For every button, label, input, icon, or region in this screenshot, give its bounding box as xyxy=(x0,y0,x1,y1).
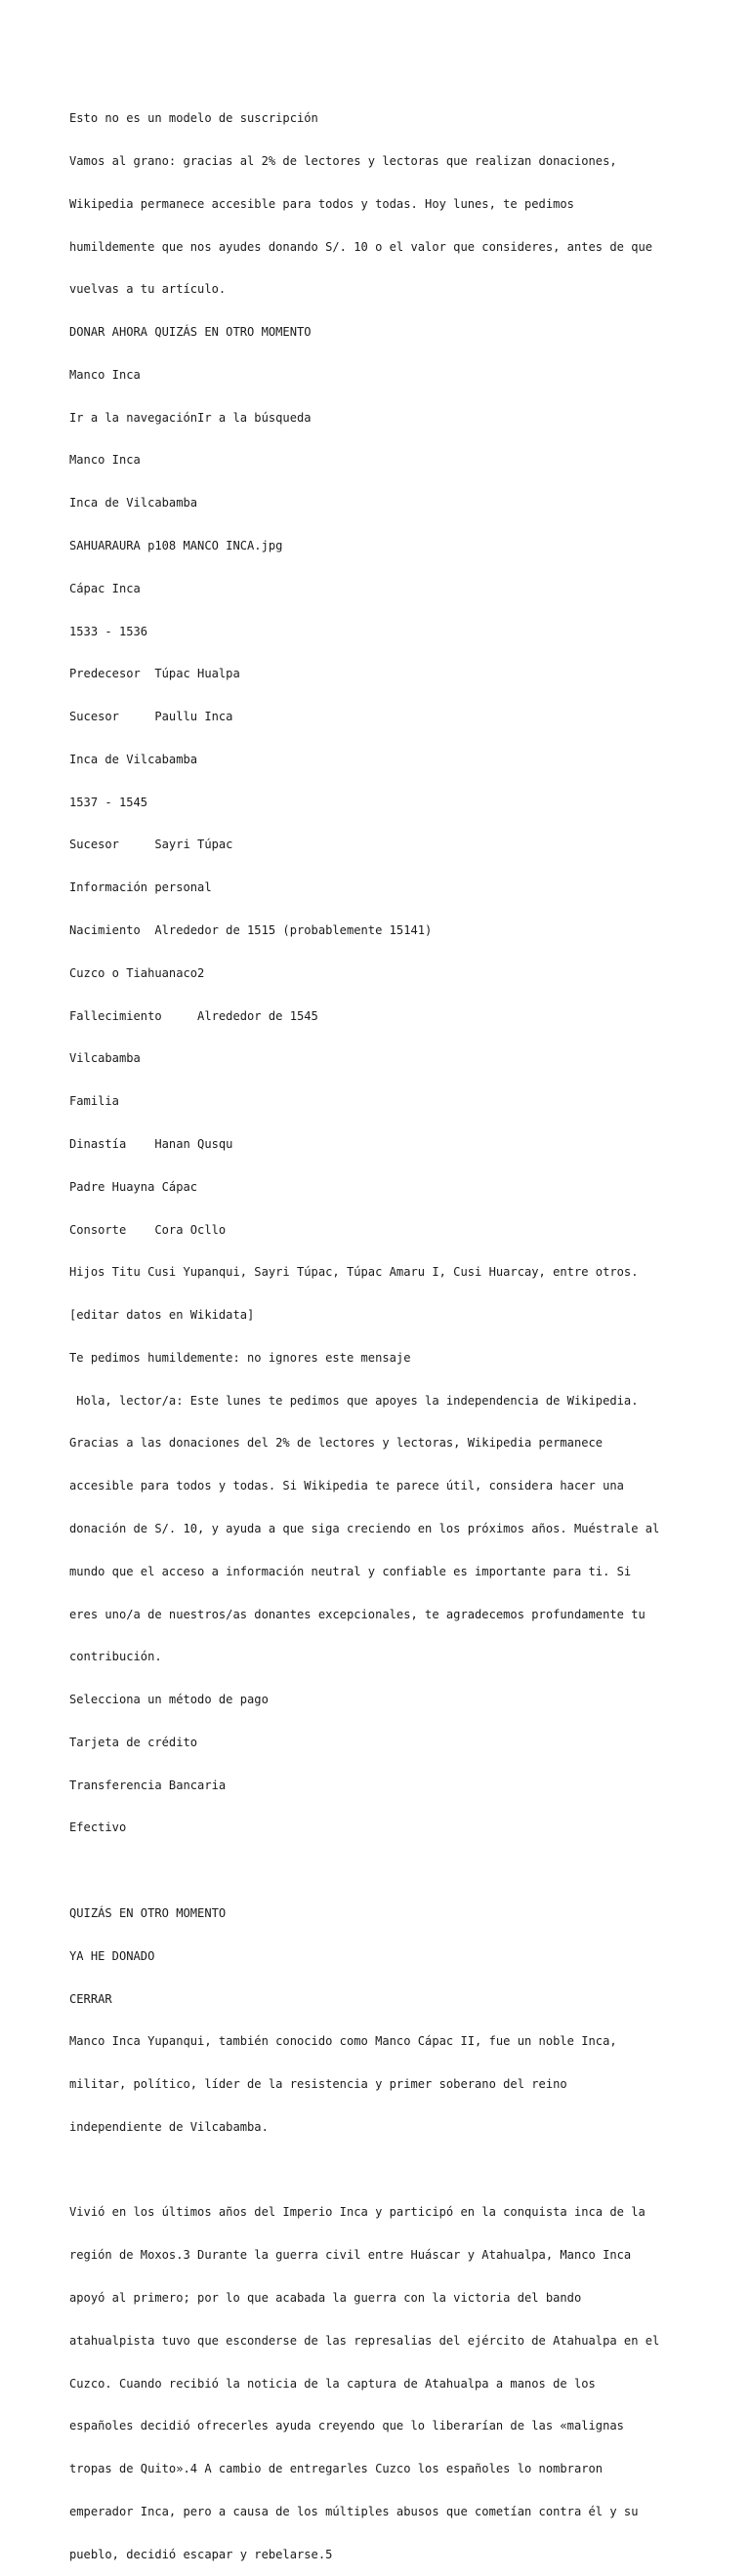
text-line: Sucesor Paullu Inca xyxy=(69,710,233,724)
text-line: Nacimiento Alrededor de 1515 (probablemente 15141) xyxy=(69,923,433,938)
text-line: contribución. xyxy=(69,1650,162,1664)
text-line: Hola, lector/a: Este lunes te pedimos que apoyes la independencia de Wikipedia. xyxy=(69,1393,639,1408)
later-button[interactable]: QUIZÁS EN OTRO MOMENTO xyxy=(69,1906,227,1920)
text-line: Fallecimiento Alrededor de 1545 xyxy=(69,1008,318,1023)
text-line: pueblo, decidió escapar y rebelarse.5 xyxy=(69,2547,333,2561)
text-line: Manco Inca xyxy=(69,453,141,468)
text-line: 1537 - 1545 xyxy=(69,795,148,809)
text-line: Inca de Vilcabamba xyxy=(69,752,198,766)
text-line: Consorte Cora Ocllo xyxy=(69,1222,227,1237)
text-line: atahualpista tuvo que esconderse de las represalias del ejército de Atahualpa en el xyxy=(69,2333,660,2348)
already-donated-button[interactable]: YA HE DONADO xyxy=(69,1948,155,1963)
text-line: Vamos al grano: gracias al 2% de lectores y lectoras que realizan donaciones, xyxy=(69,153,617,168)
text-line: independiente de Vilcabamba. xyxy=(69,2119,269,2134)
payment-option-card[interactable]: Tarjeta de crédito xyxy=(69,1735,198,1749)
text-line: Predecesor Túpac Hualpa xyxy=(69,667,240,681)
blank-line xyxy=(69,2163,733,2178)
text-line: Cuzco o Tiahuanaco2 xyxy=(69,965,205,980)
text-line: Cápac Inca xyxy=(69,581,141,595)
blank-line xyxy=(69,1863,733,1878)
donate-links-line[interactable]: DONAR AHORA QUIZÁS EN OTRO MOMENTO xyxy=(69,325,312,340)
text-line: españoles decidió ofrecerles ayuda creyendo que lo liberarían de las «malignas xyxy=(69,2419,624,2433)
text-line: Vilcabamba xyxy=(69,1051,141,1066)
text-line: Familia xyxy=(69,1094,119,1109)
text-line: vuelvas a tu artículo. xyxy=(69,282,227,297)
text-line: 1533 - 1536 xyxy=(69,624,148,638)
text-line: humildemente que nos ayudes donando S/. 10 o el valor que consideres, antes de que xyxy=(69,239,653,254)
text-line: Gracias a las donaciones del 2% de lectores y lectoras, Wikipedia permanece xyxy=(69,1436,604,1451)
text-line: Manco Inca Yupanqui, también conocido como Manco Cápac II, fue un noble Inca, xyxy=(69,2034,617,2049)
text-line: Esto no es un modelo de suscripción xyxy=(69,111,318,126)
text-line: eres uno/a de nuestros/as donantes excepcionales, te agradecemos profundamente tu xyxy=(69,1607,646,1621)
text-line: accesible para todos y todas. Si Wikipedia te parece útil, considera hacer una xyxy=(69,1479,624,1493)
text-line: Hijos Titu Cusi Yupanqui, Sayri Túpac, Túpac Amaru I, Cusi Huarcay, entre otros. xyxy=(69,1265,639,1280)
text-line: militar, político, líder de la resistencia y primer soberano del reino xyxy=(69,2077,567,2092)
skip-links-line[interactable]: Ir a la navegaciónIr a la búsqueda xyxy=(69,410,312,425)
payment-option-transfer[interactable]: Transferencia Bancaria xyxy=(69,1778,227,1792)
text-line: región de Moxos.3 Durante la guerra civil entre Huáscar y Atahualpa, Manco Inca xyxy=(69,2248,632,2263)
text-line: Te pedimos humildemente: no ignores este mensaje xyxy=(69,1350,411,1365)
image-filename-line[interactable]: SAHUARAURA p108 MANCO INCA.jpg xyxy=(69,539,283,552)
text-line: Vivió en los últimos años del Imperio Inca y participó en la conquista inca de la xyxy=(69,2205,646,2220)
text-line: Wikipedia permanece accesible para todos y todas. Hoy lunes, te pedimos xyxy=(69,196,574,211)
text-line: Selecciona un método de pago xyxy=(69,1693,269,1707)
close-button[interactable]: CERRAR xyxy=(69,1991,112,2006)
text-line: Dinastía Hanan Qusqu xyxy=(69,1136,233,1151)
document-text xyxy=(69,83,733,2576)
text-line: mundo que el acceso a información neutral y confiable es importante para ti. Si xyxy=(69,1564,632,1578)
text-line: donación de S/. 10, y ayuda a que siga creciendo en los próximos años. Muéstrale al xyxy=(69,1521,660,1535)
text-line: Información personal xyxy=(69,880,212,895)
text-line: Cuzco. Cuando recibió la noticia de la captura de Atahualpa a manos de los xyxy=(69,2376,596,2391)
text-line: apoyó al primero; por lo que acabada la guerra con la victoria del bando xyxy=(69,2291,582,2306)
text-line: emperador Inca, pero a causa de los múltiples abusos que cometían contra él y su xyxy=(69,2504,639,2518)
payment-option-cash[interactable]: Efectivo xyxy=(69,1820,127,1835)
text-line: Inca de Vilcabamba xyxy=(69,496,198,511)
text-line: Padre Huayna Cápac xyxy=(69,1179,198,1194)
text-line: Sucesor Sayri Túpac xyxy=(69,838,233,852)
text-line: tropas de Quito».4 A cambio de entregarles Cuzco los españoles lo nombraron xyxy=(69,2462,604,2476)
edit-wikidata-link[interactable]: [editar datos en Wikidata] xyxy=(69,1308,255,1323)
text-line: Manco Inca xyxy=(69,367,141,382)
